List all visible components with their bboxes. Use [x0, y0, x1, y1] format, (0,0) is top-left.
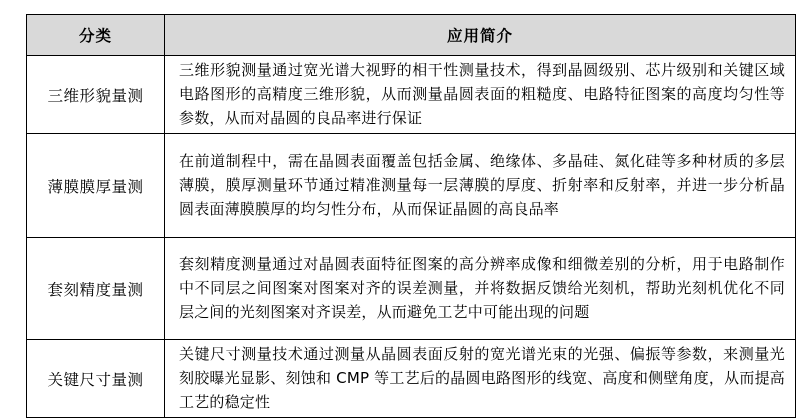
- table-row-film-thickness: [27, 134, 796, 238]
- description-cell: 套刻精度测量通过对晶圆表面特征图案的高分辨率成像和细微差别的分析，用于电路制作中不同层之间图案对图案对齐的误差测量，并将数据反馈给光刻机，帮助光刻机优化不同层之间的光刻图案对齐误差，从而避免工艺中可能出现的问题: [165, 238, 796, 340]
- table-header: [27, 15, 796, 56]
- category-cell: 三维形貌量测: [27, 56, 165, 134]
- table-row-overlay: [27, 238, 796, 340]
- description-cell: 在前道制程中，需在晶圆表面覆盖包括金属、绝缘体、多晶硅、氮化硅等多种材质的多层薄膜，膜厚测量环节通过精准测量每一层薄膜的厚度、折射率和反射率，并进一步分析晶圆表面薄膜膜厚的均匀性分布，从而保证晶圆的高良品率: [165, 134, 796, 238]
- header-row: [27, 15, 796, 56]
- category-cell: 套刻精度量测: [27, 238, 165, 340]
- category-cell: 关键尺寸量测: [27, 340, 165, 418]
- description-cell: 三维形貌测量通过宽光谱大视野的相干性测量技术，得到晶圆级别、芯片级别和关键区域电路图形的高精度三维形貌，从而测量晶圆表面的粗糙度、电路特征图案的高度均匀性等参数，从而对晶圆的良品率进行保证: [165, 56, 796, 134]
- table-row-3d-topography: [27, 56, 796, 134]
- table-body: [27, 56, 796, 418]
- table-row-critical-dimension: [27, 340, 796, 418]
- header-description: 应用简介: [165, 15, 796, 56]
- header-category: 分类: [27, 15, 165, 56]
- application-table: [26, 14, 796, 418]
- category-cell: 薄膜膜厚量测: [27, 134, 165, 238]
- description-cell: 关键尺寸测量技术通过测量从晶圆表面反射的宽光谱光束的光强、偏振等参数，来测量光刻胶曝光显影、刻蚀和 CMP 等工艺后的晶圆电路图形的线宽、高度和侧壁角度，从而提高工艺的稳定性: [165, 340, 796, 418]
